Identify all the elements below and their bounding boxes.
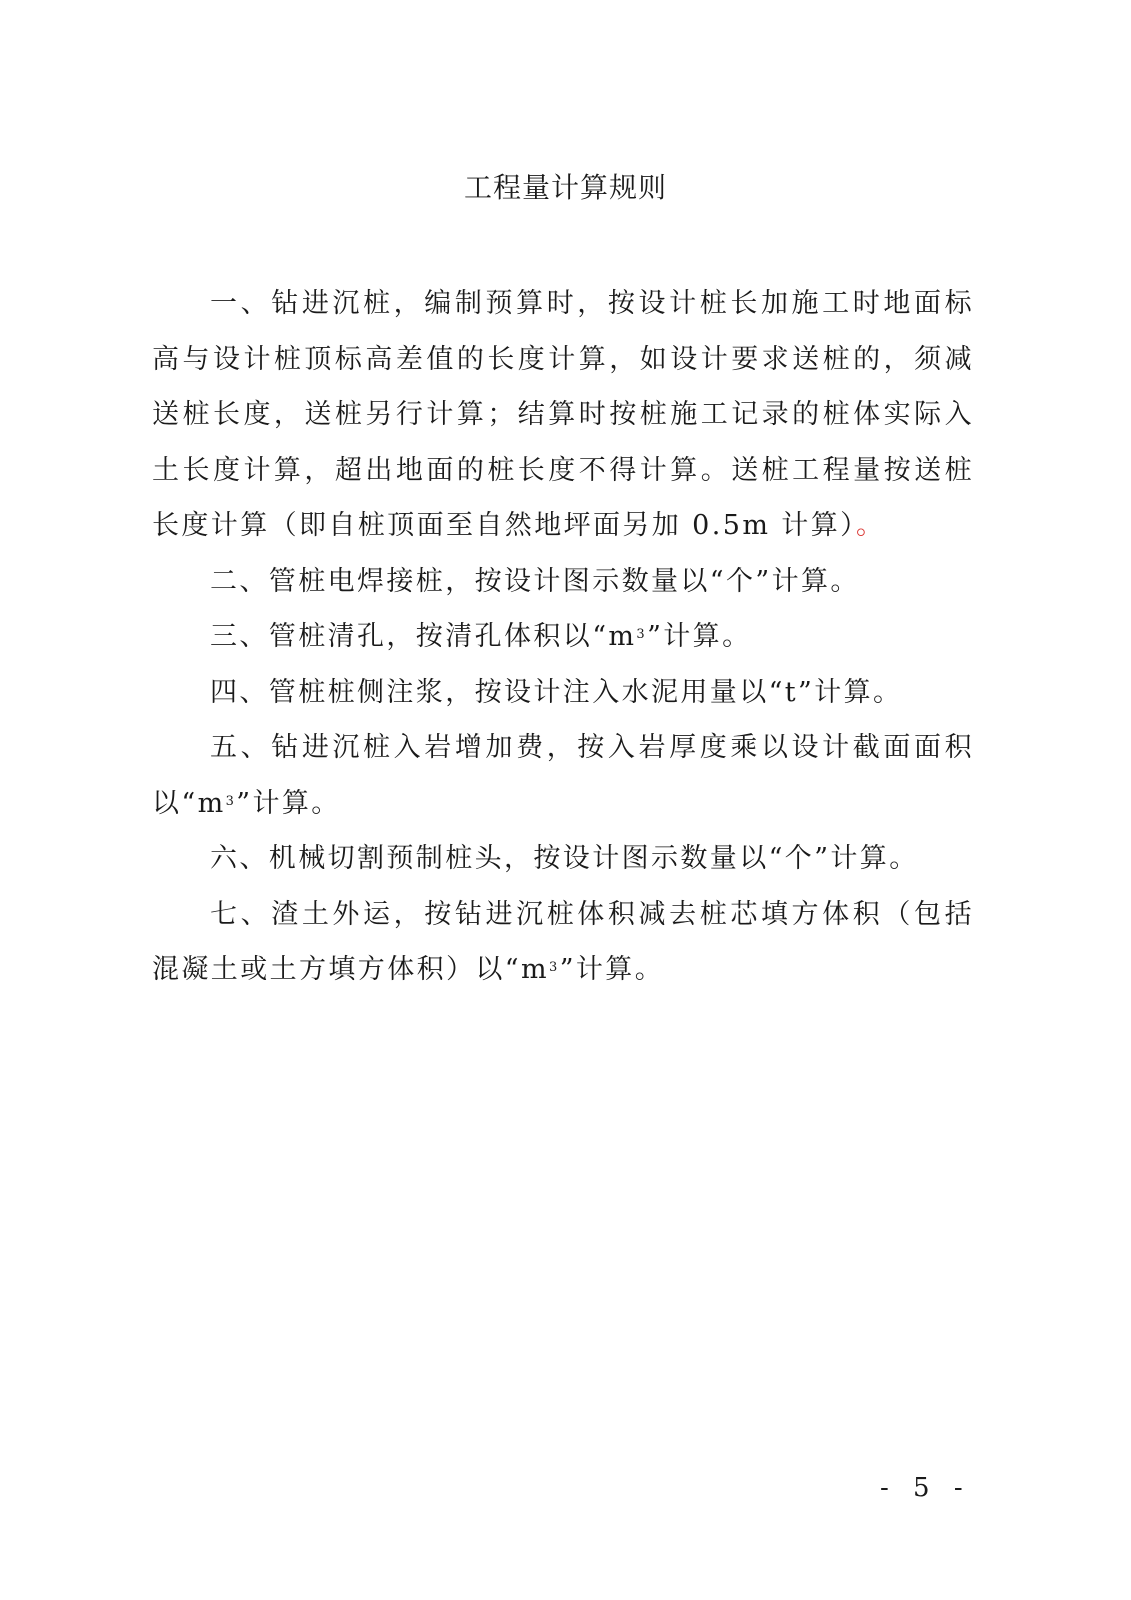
rule-paragraph-7 (152, 887, 974, 998)
rule-7-text-before: 七、渣土外运，按钻进沉桩体积减去桩芯填方体积（包括混凝土或土方填方体积）以“m (152, 898, 974, 985)
page-number: - 5 - (880, 1473, 971, 1503)
rule-paragraph-4 (152, 665, 974, 721)
rule-2-text: 二、管桩电焊接桩，按设计图示数量以“个”计算。 (210, 565, 860, 597)
rule-paragraph-1 (152, 276, 974, 554)
rule-paragraph-2 (152, 554, 974, 610)
rule-paragraph-3 (152, 609, 974, 665)
rule-paragraph-5 (152, 720, 974, 831)
rule-6-text: 六、机械切割预制桩头，按设计图示数量以“个”计算。 (210, 843, 919, 874)
page-title: 工程量计算规则 (463, 171, 667, 204)
rule-1-text: 一、钻进沉桩，编制预算时，按设计桩长加施工时地面标高与设计桩顶标高差值的长度计算，如设计要求送桩的，须减送桩长度，送桩另行计算；结算时按桩施工记录的桩体实际入土长度计算，超出地面的桩长度不得计算。送桩工程量按送桩长度计算（即自桩顶面至自然地坪面另加 0.5m 计算） (152, 288, 974, 541)
rule-5-superscript: 3 (225, 793, 237, 809)
rule-4-text: 四、管桩桩侧注浆，按设计注入水泥用量以“t”计算。 (210, 676, 903, 708)
rule-3-text-before: 三、管桩清孔，按清孔体积以“m (210, 621, 637, 652)
rule-7-text-after: ”计算。 (559, 954, 665, 985)
rule-3-superscript: 3 (636, 627, 648, 642)
rule-5-text-after: ”计算。 (236, 787, 341, 819)
rule-7-superscript: 3 (549, 960, 560, 975)
rules-body (152, 276, 974, 998)
rule-5-text-before: 五、钻进沉桩入岩增加费，按入岩厚度乘以设计截面面积以“m (152, 732, 974, 819)
rule-1-end-mark: 。 (856, 510, 886, 541)
rule-3-text-after: ”计算。 (647, 621, 752, 652)
rule-paragraph-6 (152, 831, 974, 887)
